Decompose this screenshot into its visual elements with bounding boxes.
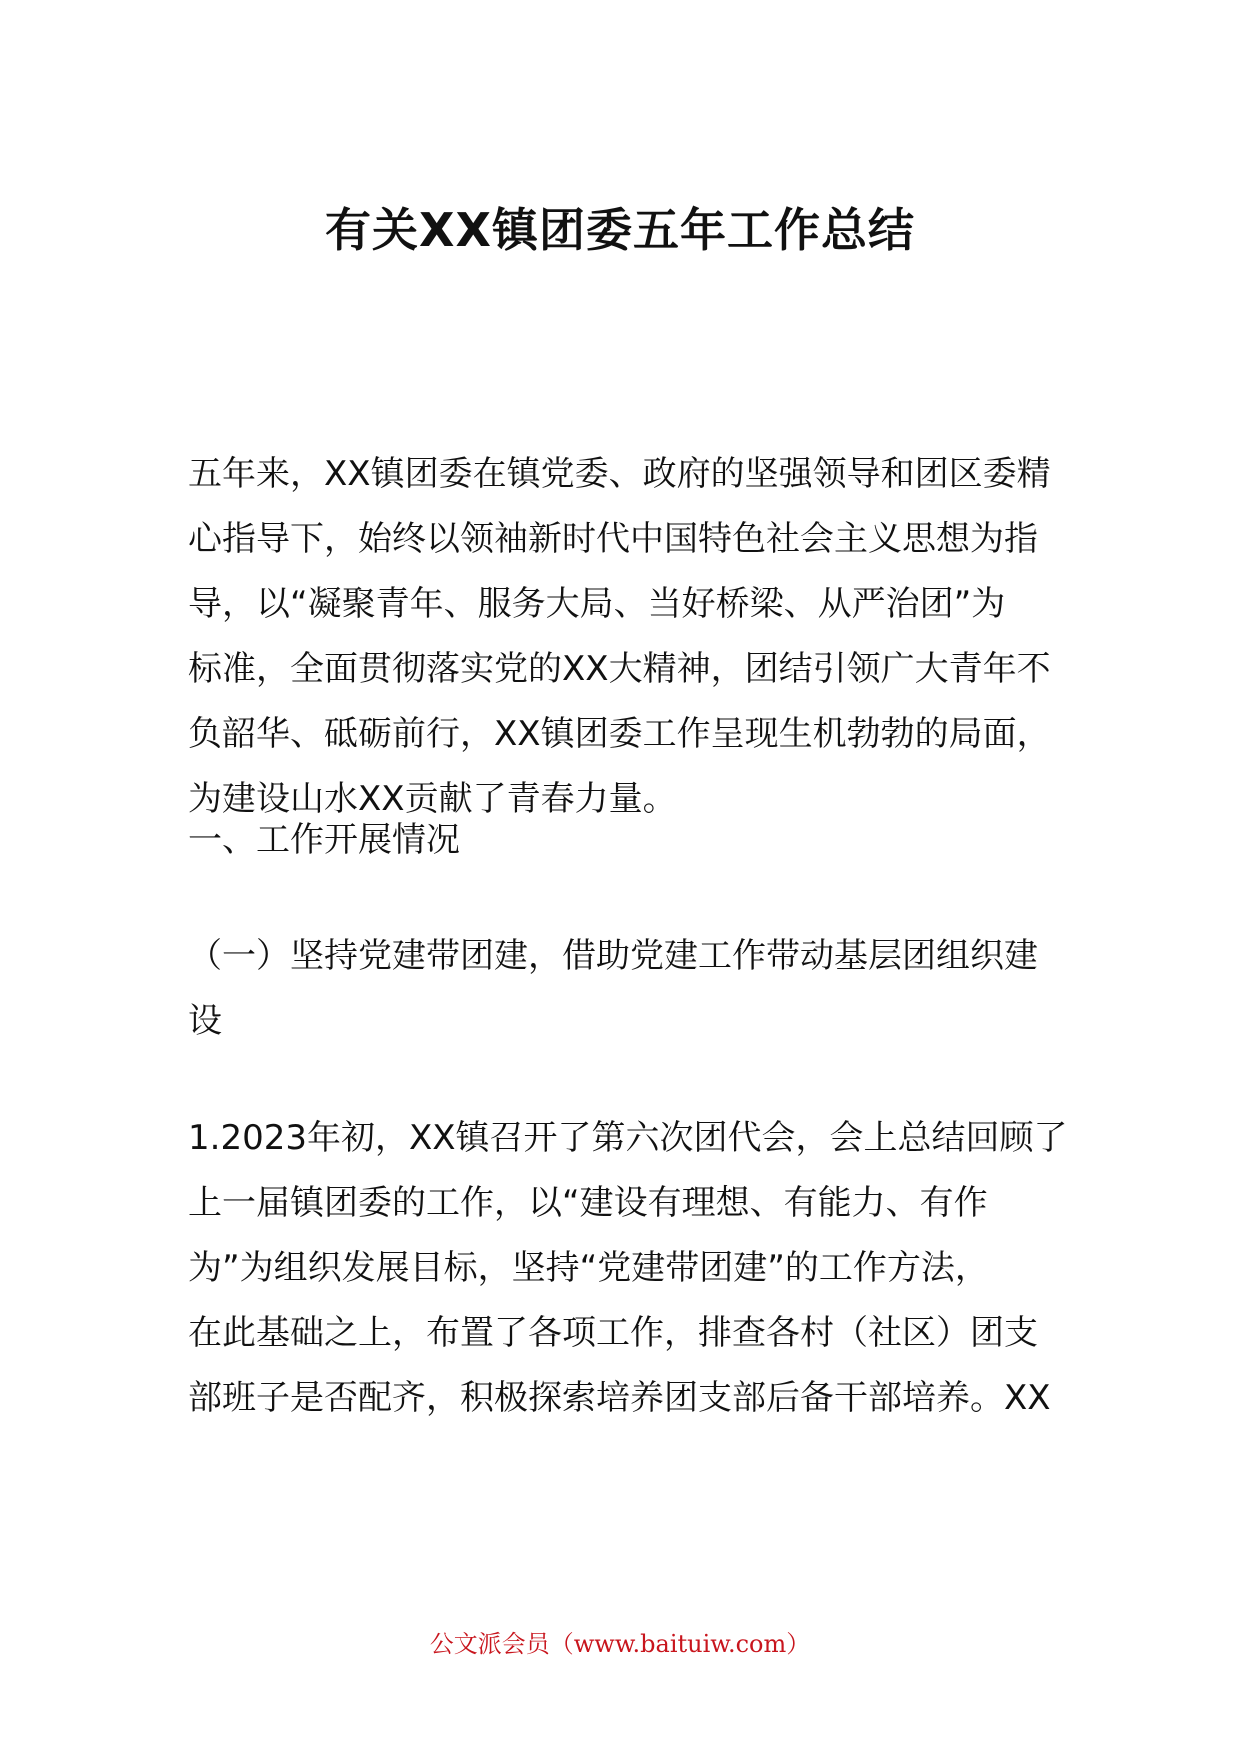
item-1-paragraph [188, 1106, 1068, 1431]
paragraph-line: 为建设山水XX贡献了青春力量。 [188, 779, 677, 819]
paragraph-line: 五年来，XX镇团委在镇党委、政府的坚强领导和团区委精 [188, 454, 1051, 494]
footer-watermark: 公文派会员（www.baituiw.com） [429, 1630, 811, 1658]
paragraph-line: 标准，全面贯彻落实党的XX大精神，团结引领广大青年不 [188, 649, 1051, 689]
paragraph-line: 为”为组织发展目标，坚持“党建带团建”的工作方法， [188, 1248, 989, 1288]
document-title: 有关XX镇团委五年工作总结 [325, 203, 915, 257]
paragraph-line: 部班子是否配齐，积极探索培养团支部后备干部培养。XX [188, 1378, 1051, 1418]
paragraph-line: 负韶华、砥砺前行，XX镇团委工作呈现生机勃勃的局面， [188, 714, 1051, 754]
section-heading [188, 808, 1056, 873]
paragraph-line: 心指导下，始终以领袖新时代中国特色社会主义思想为指 [188, 519, 1038, 559]
paragraph-line: 在此基础之上，布置了各项工作，排查各村（社区）团支 [188, 1313, 1038, 1353]
paragraph-line: 导，以“凝聚青年、服务大局、当好桥梁、从严治团”为 [188, 584, 1006, 624]
subsection-heading [188, 924, 1056, 1054]
intro-paragraph [188, 442, 1056, 832]
paragraph-line: 上一届镇团委的工作，以“建设有理想、有能力、有作 [188, 1183, 988, 1223]
paragraph-line: （一）坚持党建带团建，借助党建工作带动基层团组织建 [188, 936, 1038, 976]
section-heading-text: 一、工作开展情况 [188, 820, 460, 860]
paragraph-line: 设 [188, 1001, 222, 1041]
paragraph-line: 1.2023年初，XX镇召开了第六次团代会，会上总结回顾了 [188, 1118, 1068, 1158]
